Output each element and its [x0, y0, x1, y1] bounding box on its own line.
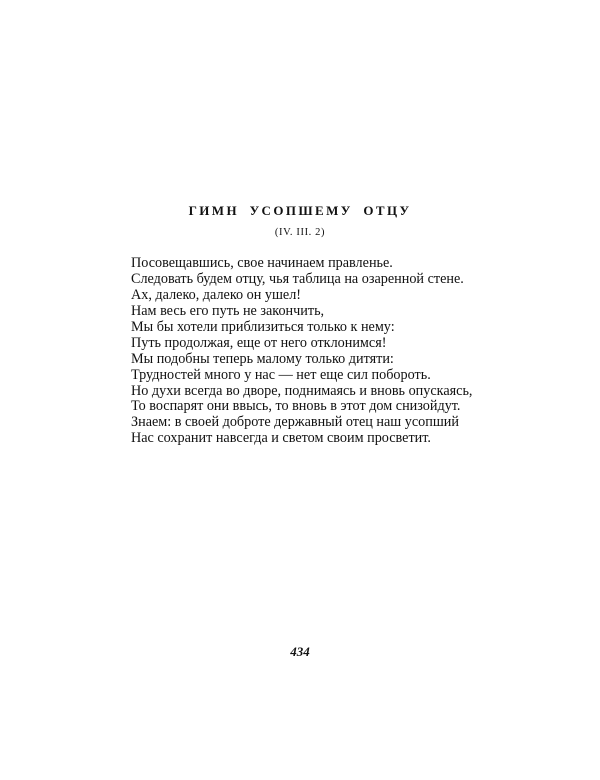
- poem-line: Следовать будем отцу, чья таблица на озаренной стене.: [131, 270, 464, 287]
- poem-line: Нас сохранит навсегда и светом своим просветит.: [131, 430, 431, 447]
- poem-line: Трудностей много у нас — нет еще сил побороть.: [131, 366, 431, 383]
- poem-line: Нам весь его путь не закончить,: [131, 302, 325, 319]
- poem-line: Но духи всегда во дворе, поднимаясь и вновь опускаясь,: [131, 382, 473, 399]
- poem-subtitle: (IV. III. 2): [274, 227, 326, 238]
- poem-line: Знаем: в своей доброте державный отец наш усопший: [131, 414, 459, 431]
- poem-line: Посовещавшись, свое начинаем правленье.: [131, 255, 393, 271]
- poem-line: Путь продолжая, еще от него отклонимся!: [131, 334, 387, 351]
- poem-title: ГИМН УСОПШЕМУ ОТЦУ: [188, 203, 412, 218]
- poem-line: Ах, далеко, далеко он ушел!: [131, 286, 301, 303]
- page-number: 434: [290, 644, 310, 659]
- poem-line: То воспарят они ввысь, то вновь в этот дом снизойдут.: [131, 398, 461, 415]
- poem-body: [131, 256, 491, 447]
- poem-line: Мы подобны теперь малому только дитяти:: [131, 350, 394, 367]
- poem-line: Мы бы хотели приблизиться только к нему:: [131, 318, 395, 335]
